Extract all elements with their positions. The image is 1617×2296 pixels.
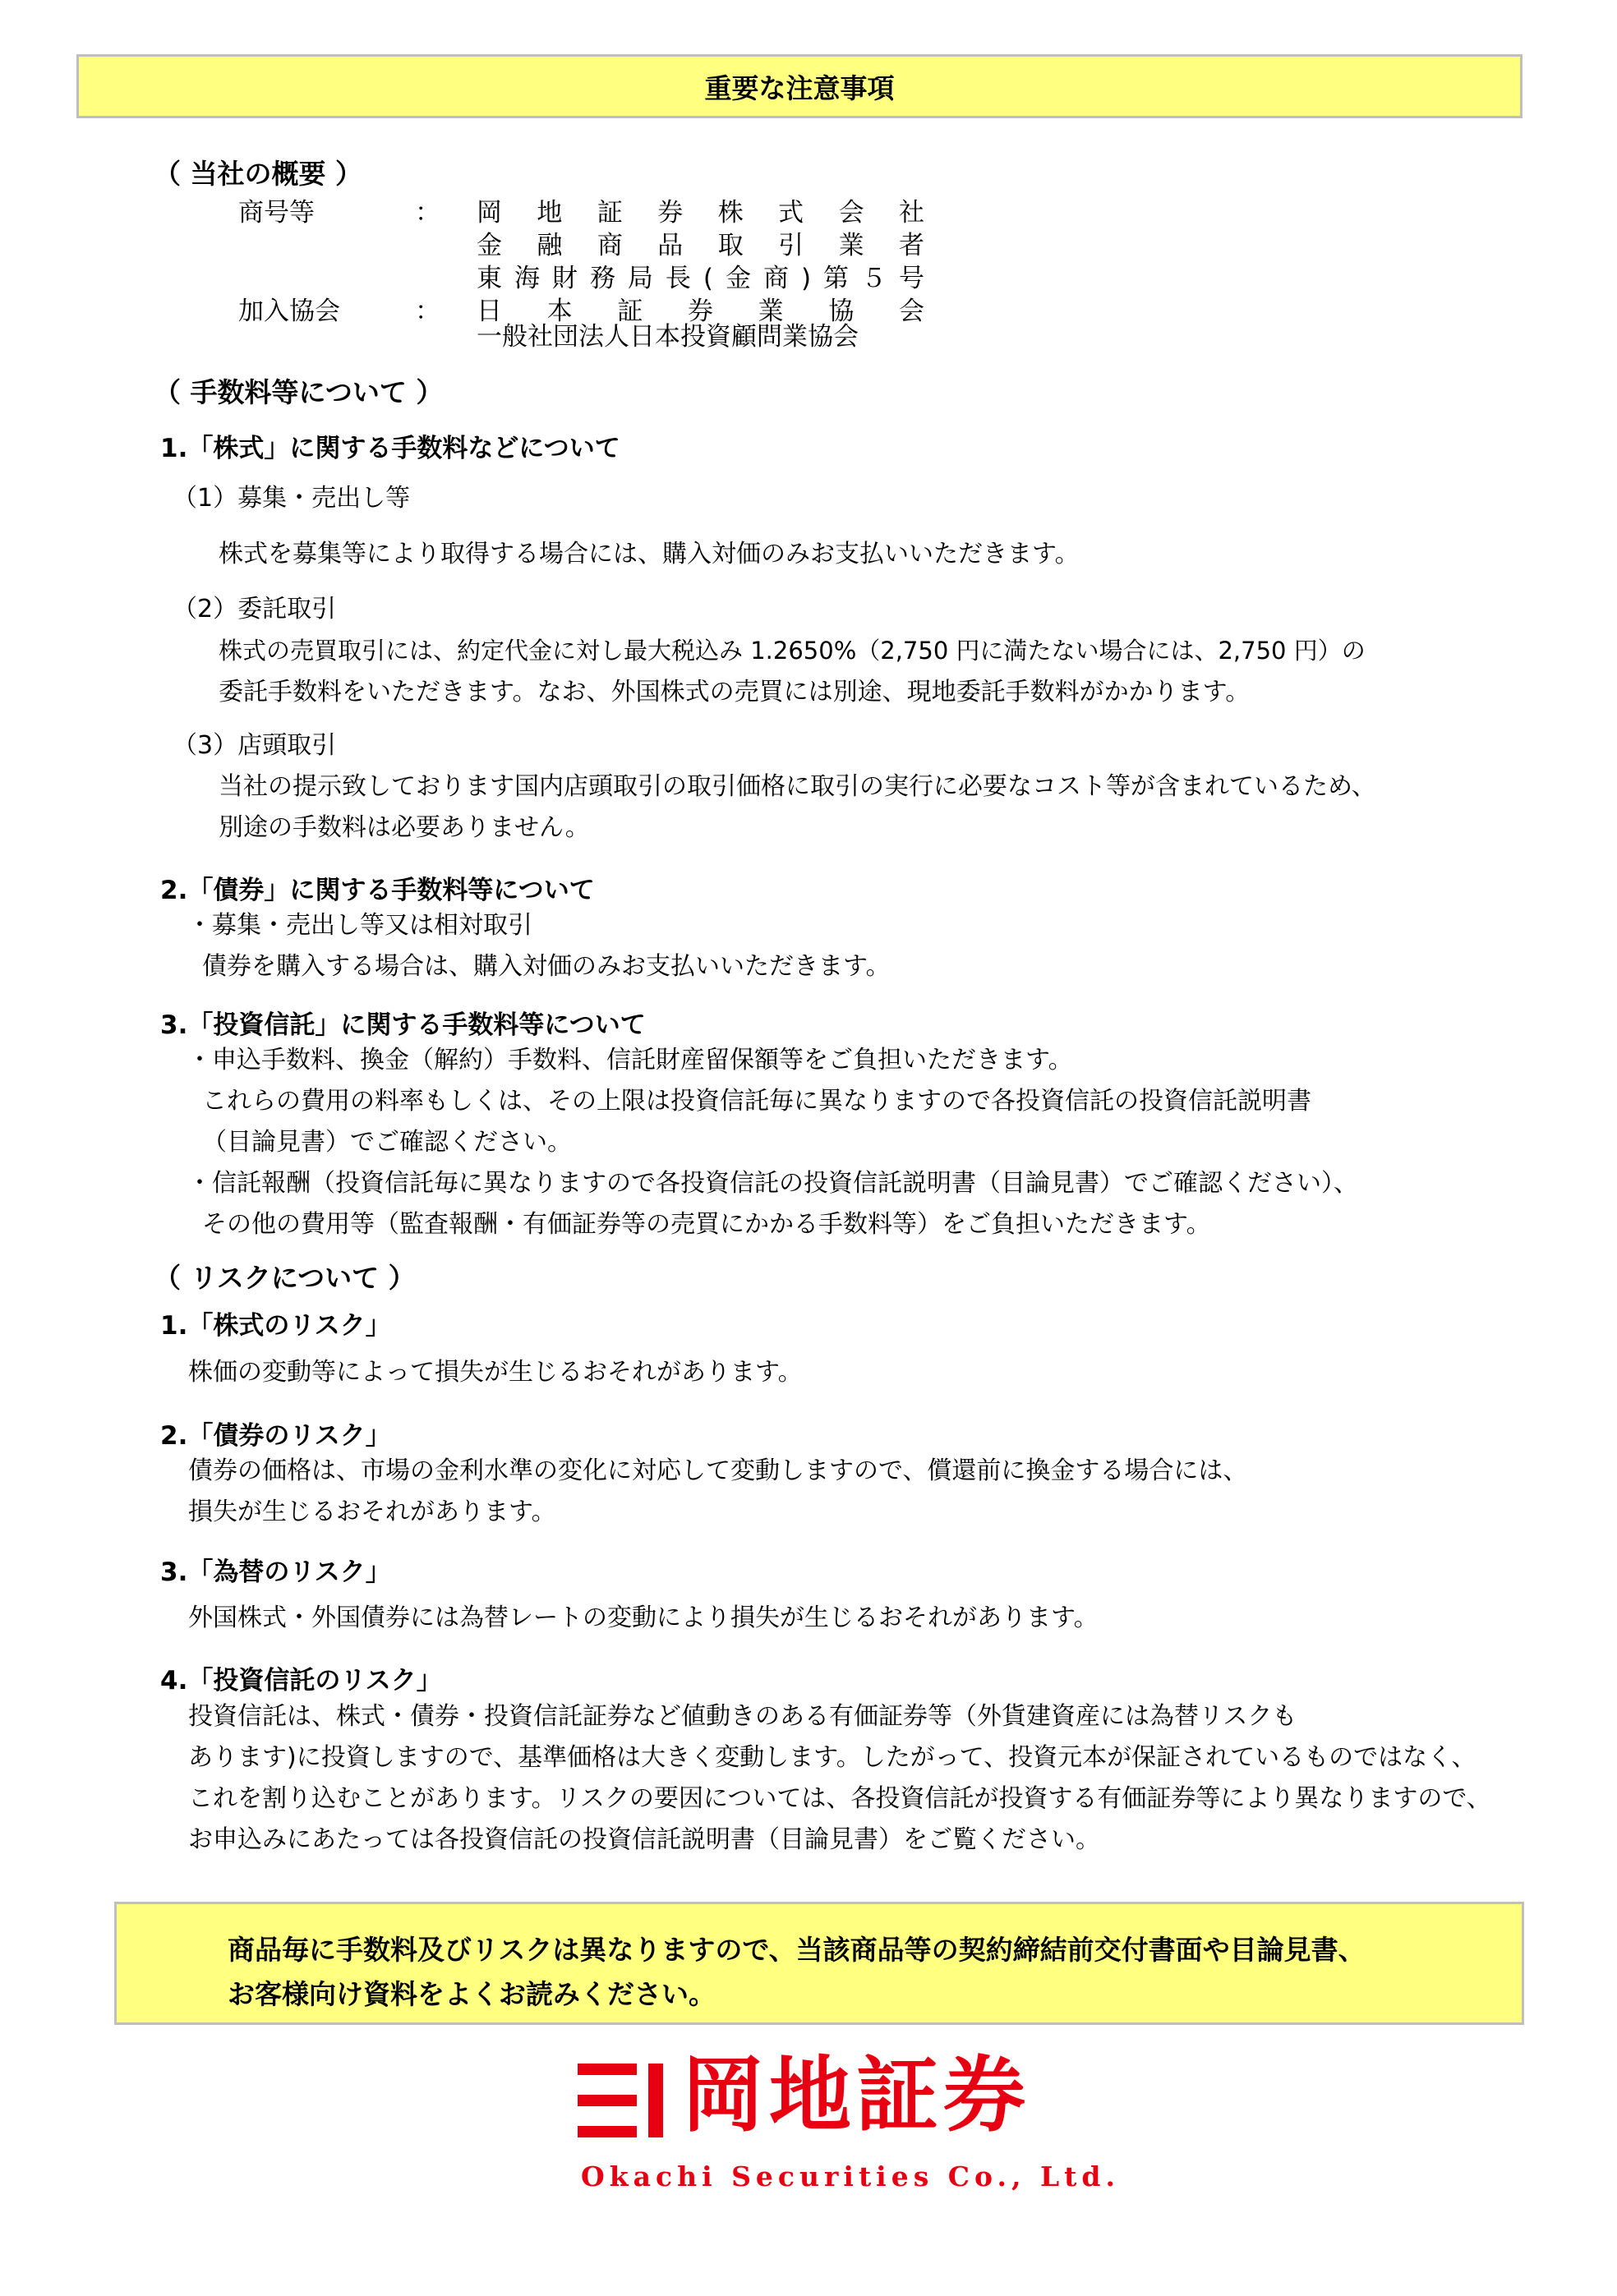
stock-risk-title: 1.「株式のリスク」 — [160, 1311, 391, 1341]
bond-fees-text-2: 債券を購入する場合は、購入対価のみお支払いいただきます。 — [202, 952, 891, 981]
stock-fees-title: 1.「株式」に関する手数料などについて — [160, 434, 620, 463]
stock-risk-text: 株価の変動等によって損失が生じるおそれがあります。 — [188, 1358, 803, 1387]
fees-heading: （ 手数料等について ） — [154, 376, 444, 408]
stock-fees-sub3-title: （3）店頭取引 — [173, 731, 337, 760]
fund-fees-text-4: ・信託報酬（投資信託毎に異なりますので各投資信託の投資信託説明書（目論見書）でご確認ください）、 — [187, 1169, 1358, 1198]
stock-fees-sub1-text: 株式を募集等により取得する場合には、購入対価のみお支払いいただきます。 — [219, 540, 1080, 568]
association-colon: ： — [415, 297, 440, 326]
association-line-2: 一般社団法人日本投資顧問業協会 — [477, 322, 859, 352]
bond-risk-text-1: 債券の価格は、市場の金利水準の変化に対応して変動しますので、償還前に換金する場合には、 — [188, 1456, 1248, 1485]
association-label: 加入協会 — [238, 297, 340, 326]
trade-name-line-2: 金融商品取引業者 — [477, 231, 924, 260]
fund-fees-text-2: これらの費用の料率もしくは、その上限は投資信託毎に異なりますので各投資信託の投資信託説明書 — [202, 1087, 1311, 1116]
risks-heading: （ リスクについて ） — [154, 1262, 416, 1294]
fund-fees-text-5: その他の費用等（監査報酬・有価証券等の売買にかかる手数料等）をご負担いただきます。 — [202, 1210, 1211, 1239]
fx-risk-title: 3.「為替のリスク」 — [160, 1558, 391, 1587]
okachi-logo-mark-icon — [578, 2060, 672, 2142]
fund-risk-text-3: これを割り込むことがあります。リスクの要因については、各投資信託が投資する有価証券等により異なりますので、 — [188, 1784, 1491, 1813]
trade-name-line-1: 岡地証券株式会社 — [477, 198, 924, 228]
association-line-1: 日本証券業協会 — [477, 297, 924, 326]
stock-fees-sub1-title: （1）募集・売出し等 — [173, 484, 411, 513]
fund-fees-text-3: （目論見書）でご確認ください。 — [202, 1128, 572, 1157]
bond-fees-text-1: ・募集・売出し等又は相対取引 — [187, 911, 532, 940]
trade-name-line-3: 東海財務局長(金商)第５号 — [477, 264, 924, 293]
notice-line-2: お客様向け資料をよくお読みください。 — [228, 1978, 716, 2010]
overview-heading: （ 当社の概要 ） — [154, 158, 362, 190]
page-title-box — [76, 54, 1523, 118]
stock-fees-sub2-text-1: 株式の売買取引には、約定代金に対し最大税込み 1.2650%（2,750 円に満たない場合には、2,750 円）の — [219, 637, 1366, 665]
fund-risk-title: 4.「投資信託のリスク」 — [160, 1666, 442, 1696]
stock-fees-sub3-text-2: 別途の手数料は必要ありません。 — [219, 813, 590, 842]
fx-risk-text: 外国株式・外国債券には為替レートの変動により損失が生じるおそれがあります。 — [188, 1604, 1099, 1632]
stock-fees-sub2-title: （2）委託取引 — [173, 595, 337, 623]
fund-risk-text-1: 投資信託は、株式・債券・投資信託証券など値動きのある有価証券等（外貨建資産には為替リスクも — [188, 1702, 1297, 1731]
notice-line-1: 商品毎に手数料及びリスクは異なりますので、当該商品等の契約締結前交付書面や目論見書、 — [228, 1934, 1366, 1966]
stock-fees-sub2-text-2: 委託手数料をいただきます。なお、外国株式の売買には別途、現地委託手数料がかかります。 — [219, 678, 1251, 706]
fund-risk-text-4: お申込みにあたっては各投資信託の投資信託説明書（目論見書）をご覧ください。 — [188, 1825, 1100, 1854]
fund-fees-text-1: ・申込手数料、換金（解約）手数料、信託財産留保額等をご負担いただきます。 — [187, 1046, 1073, 1074]
trade-name-colon: ： — [415, 198, 440, 228]
notice-box — [114, 1902, 1524, 2025]
bond-fees-title: 2.「債券」に関する手数料等について — [160, 876, 595, 905]
bond-risk-text-2: 損失が生じるおそれがあります。 — [188, 1498, 556, 1526]
page-title: 重要な注意事項 — [704, 71, 895, 104]
trade-name-label: 商号等 — [238, 198, 315, 228]
fund-risk-text-2: あります)に投資しますので、基準価格は大きく変動します。したがって、投資元本が保証されているものではなく、 — [188, 1743, 1476, 1772]
bond-risk-title: 2.「債券のリスク」 — [160, 1421, 391, 1451]
logo-japanese: 岡地証券 — [682, 2046, 1030, 2143]
stock-fees-sub3-text-1: 当社の提示致しております国内店頭取引の取引価格に取引の実行に必要なコスト等が含まれているため、 — [219, 772, 1376, 801]
fund-fees-title: 3.「投資信託」に関する手数料等について — [160, 1010, 646, 1040]
logo-english: Okachi Securities Co., Ltd. — [581, 2160, 1120, 2192]
